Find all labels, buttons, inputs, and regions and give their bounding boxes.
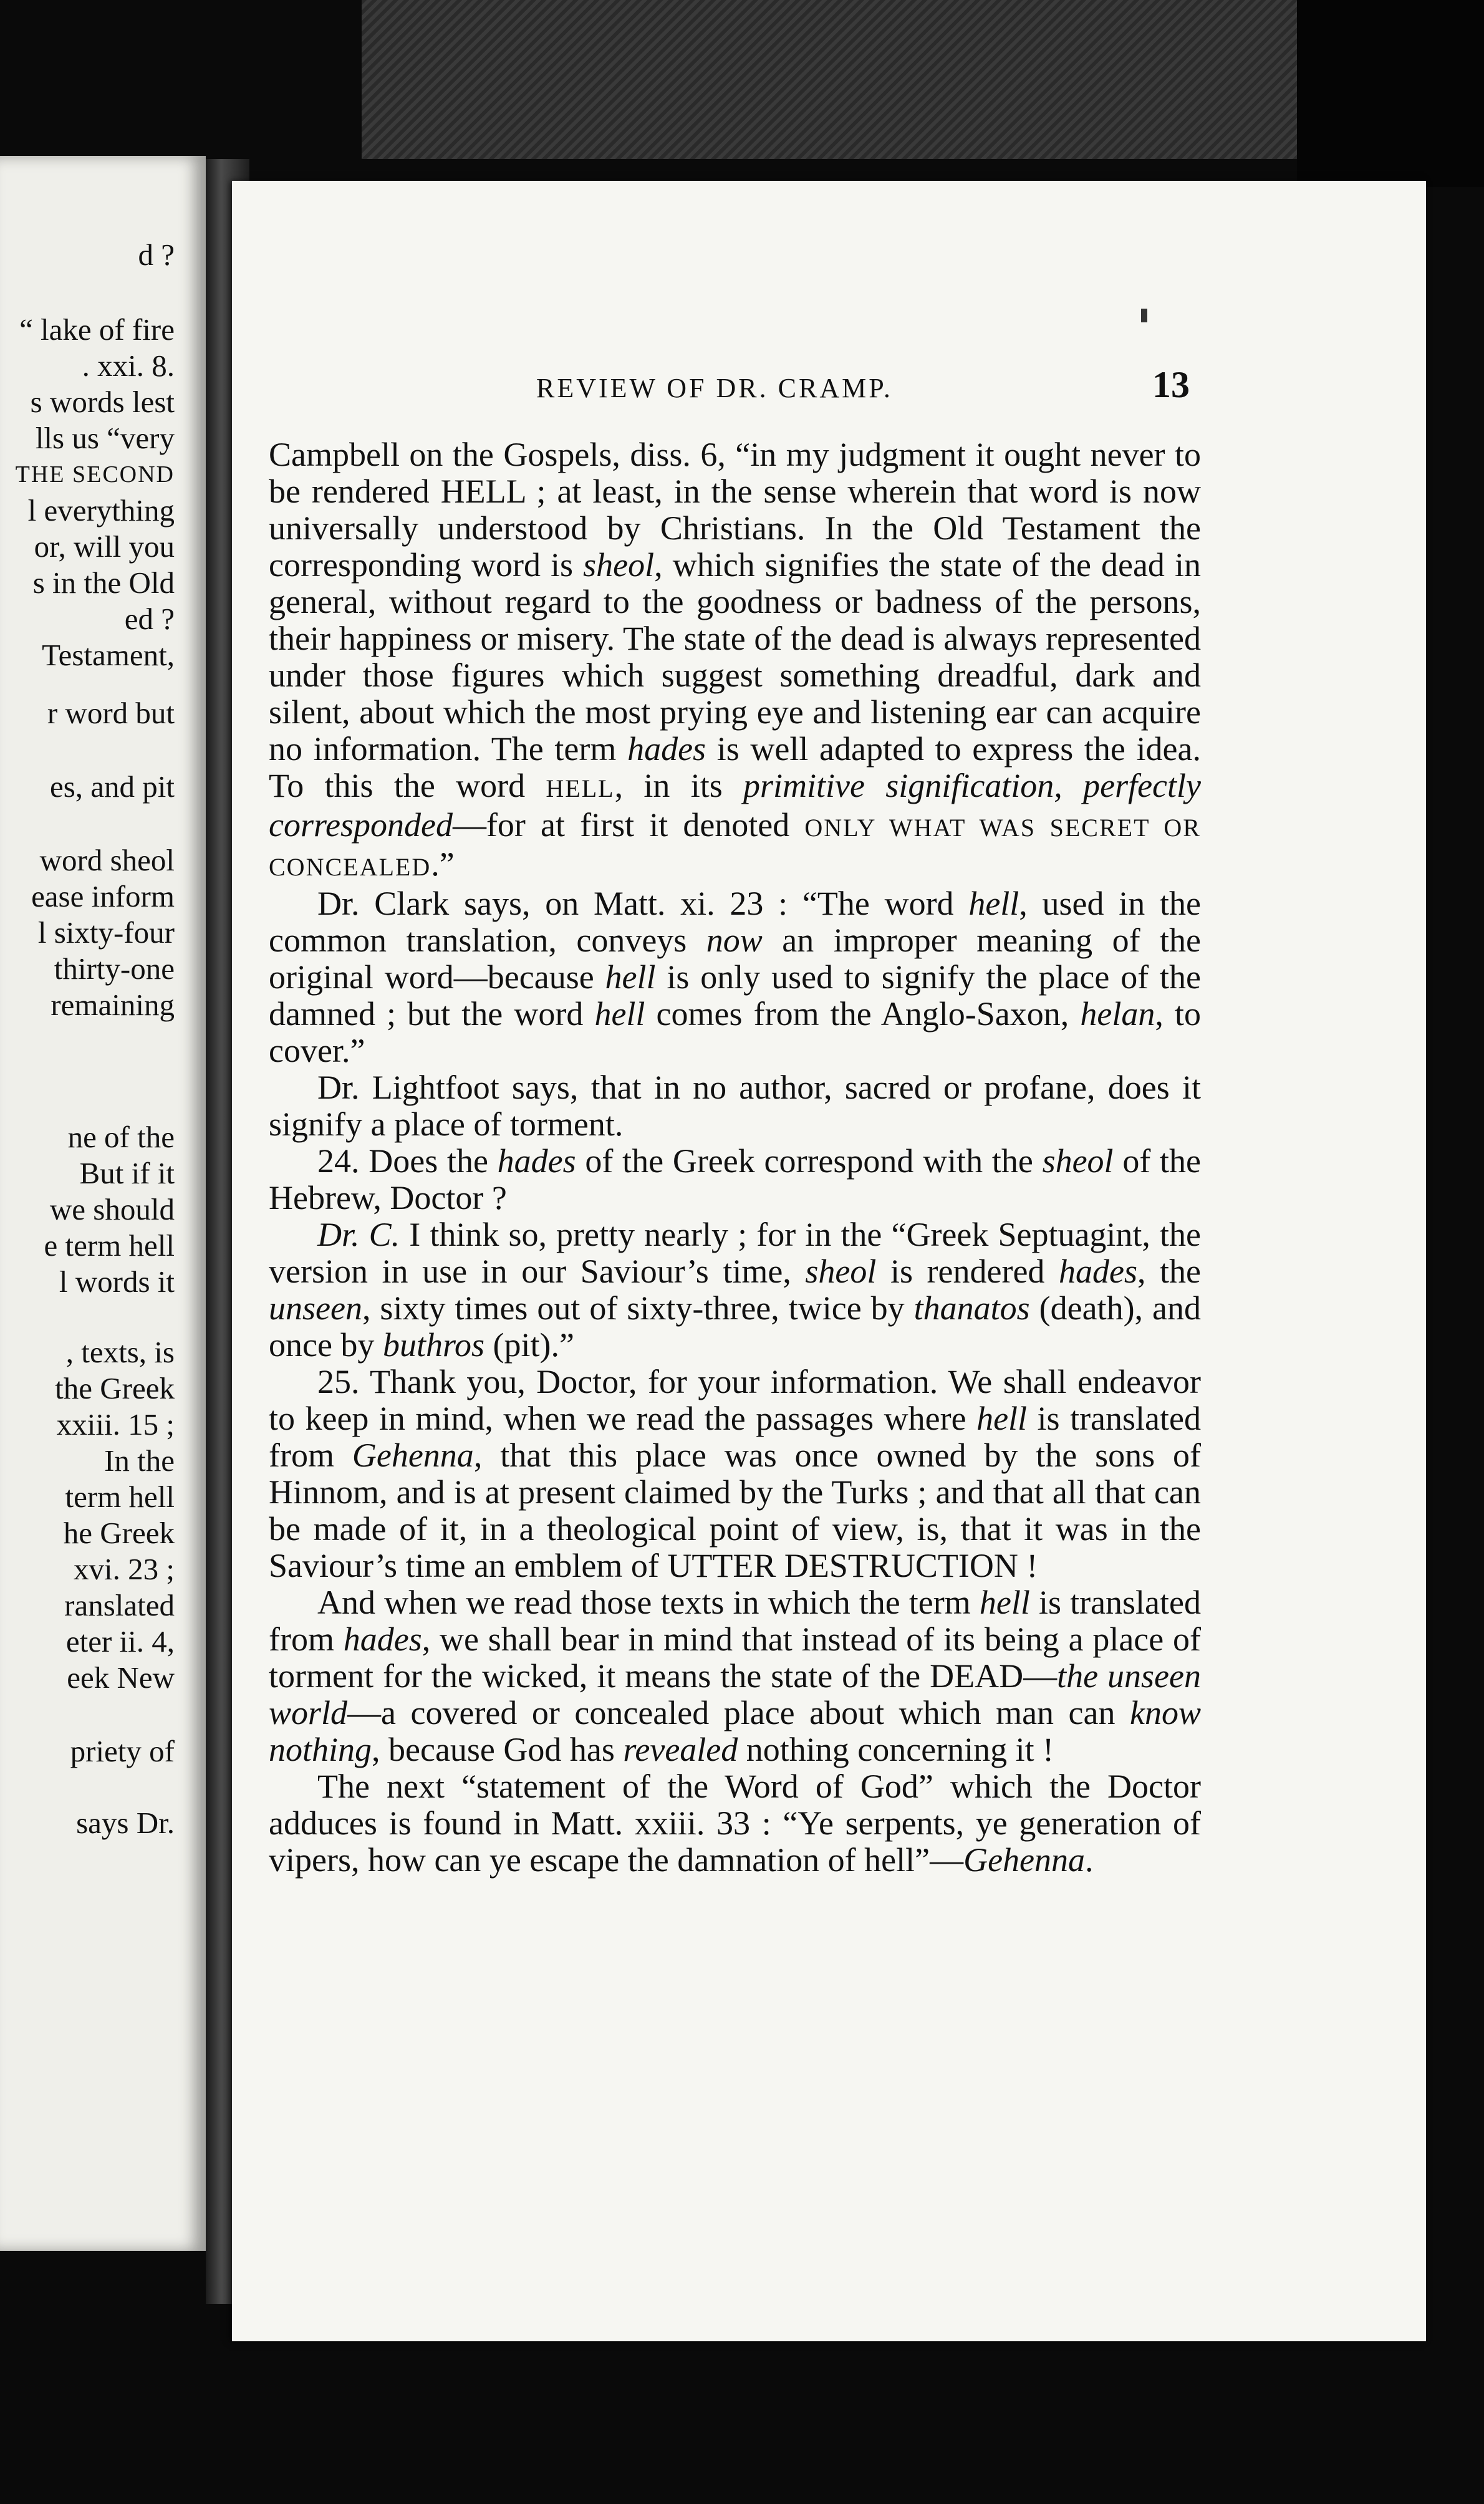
facing-page-line: thirty-one (54, 951, 175, 986)
paragraph: Dr. C. I think so, pretty nearly ; for in the “Greek Septuagint, the version in use in our Saviour’s time, sheol is rendered hades, the unseen, sixty times out of sixty-three, twice by thanatos (death), and once by buthros (pit).” (269, 1216, 1202, 1364)
paragraph: And when we read those texts in which the term hell is translated from hades, we shall bear in mind that instead of its being a place of torment for the wicked, it means the state of the DEAD—the unseen world—a covered or concealed place about which man can know nothing, because God has revealed nothing concerning it ! (269, 1584, 1202, 1768)
facing-page-line: ease inform (31, 879, 175, 913)
facing-page-line: remaining (51, 988, 175, 1022)
facing-page-line: word sheol (39, 843, 175, 877)
paragraph: Dr. Clark says, on Matt. xi. 23 : “The word hell, used in the common translation, conveys now an improper meaning of the original word—because hell is only used to signify the place of the damned ; but the word hell comes from the Anglo-Saxon, helan, to cover.” (269, 885, 1201, 1069)
running-head: REVIEW OF DR. CRAMP. (536, 373, 893, 403)
facing-page-line: ranslated (64, 1588, 175, 1622)
paragraph: The next “statement of the Word of God” which the Doctor adduces is found in Matt. xxiii. 33 : “Ye serpents, ye generation of vipers, how can ye escape the damnation of hell”—Gehenna. (269, 1768, 1201, 1879)
facing-page-line: “ lake of fire (19, 312, 175, 347)
facing-page-line: d ? (138, 238, 175, 272)
facing-page-line: eter ii. 4, (65, 1624, 175, 1659)
facing-page-line: xxiii. 15 ; (56, 1407, 175, 1442)
facing-page-line: ed ? (124, 602, 175, 636)
page-number: 13 (1152, 364, 1190, 405)
scanner-background-corner (1297, 0, 1484, 187)
facing-page-line: , texts, is (65, 1335, 175, 1369)
facing-page-line: Testament, (42, 638, 175, 672)
facing-page-line: In the (104, 1443, 175, 1478)
facing-page-line: the Greek (55, 1371, 175, 1405)
facing-page-line: he Greek (63, 1516, 175, 1550)
facing-page-line: l words it (59, 1264, 175, 1299)
facing-page-line: s in the Old (32, 566, 175, 600)
page-speck (1141, 309, 1147, 322)
paragraph: Dr. Lightfoot says, that in no author, sacred or profane, does it signify a place of torment. (269, 1069, 1201, 1143)
scanner-background-top (362, 0, 1297, 159)
facing-page-line: term hell (65, 1480, 175, 1514)
facing-page-line: priety of (70, 1734, 175, 1768)
facing-page-line: or, will you (34, 529, 175, 564)
facing-page-line: l sixty-four (37, 915, 175, 950)
facing-page-line: says Dr. (76, 1806, 175, 1840)
facing-page-line: But if it (79, 1156, 175, 1190)
facing-page-line: e term hell (44, 1228, 175, 1263)
facing-page-line: lls us “very (35, 421, 175, 455)
paragraph: 25. Thank you, Doctor, for your information. We shall endeavor to keep in mind, when we read the passages where hell is translated from Gehenna, that this place was once owned by the sons of Hinnom, and is at present claimed by the Turks ; and that all that can be made of it, in a theological point of view, is, that it was in the Saviour’s time an emblem of UTTER DESTRUCTION ! (269, 1363, 1202, 1584)
facing-page-line: eek New (67, 1660, 175, 1695)
facing-page-line: ne of the (67, 1120, 175, 1154)
facing-page-line: l everything (27, 493, 175, 527)
facing-page-left (0, 156, 206, 2251)
facing-page-line: es, and pit (49, 769, 175, 804)
paragraph: 24. Does the hades of the Greek correspond with the sheol of the Hebrew, Doctor ? (269, 1142, 1202, 1216)
facing-page-line: r word but (47, 696, 175, 730)
facing-page-line: . xxi. 8. (82, 349, 175, 383)
facing-page-line: s words lest (30, 385, 175, 419)
facing-page-line: THE SECOND (15, 461, 175, 488)
body-text (269, 436, 1201, 1879)
facing-page-line: we should (49, 1192, 175, 1226)
paragraph: Campbell on the Gospels, diss. 6, “in my judgment it ought never to be rendered HELL ; at least, in the sense wherein that word is now universally understood by Christians. In the Old Testament the corresponding word is sheol, which signifies the state of the dead in general, without regard to the goodness or badness of the persons, their happiness or misery. The state of the dead is always represented under those figures which suggest something dreadful, dark and silent, about which the most prying eye and listening ear can acquire no information. The term hades is well adapted to express the idea. To this the word HELL, in its primitive signification, perfectly corresponded—for at first it denoted ONLY WHAT WAS SECRET OR CONCEALED.” (269, 436, 1201, 883)
facing-page-line: xvi. 23 ; (74, 1552, 175, 1586)
